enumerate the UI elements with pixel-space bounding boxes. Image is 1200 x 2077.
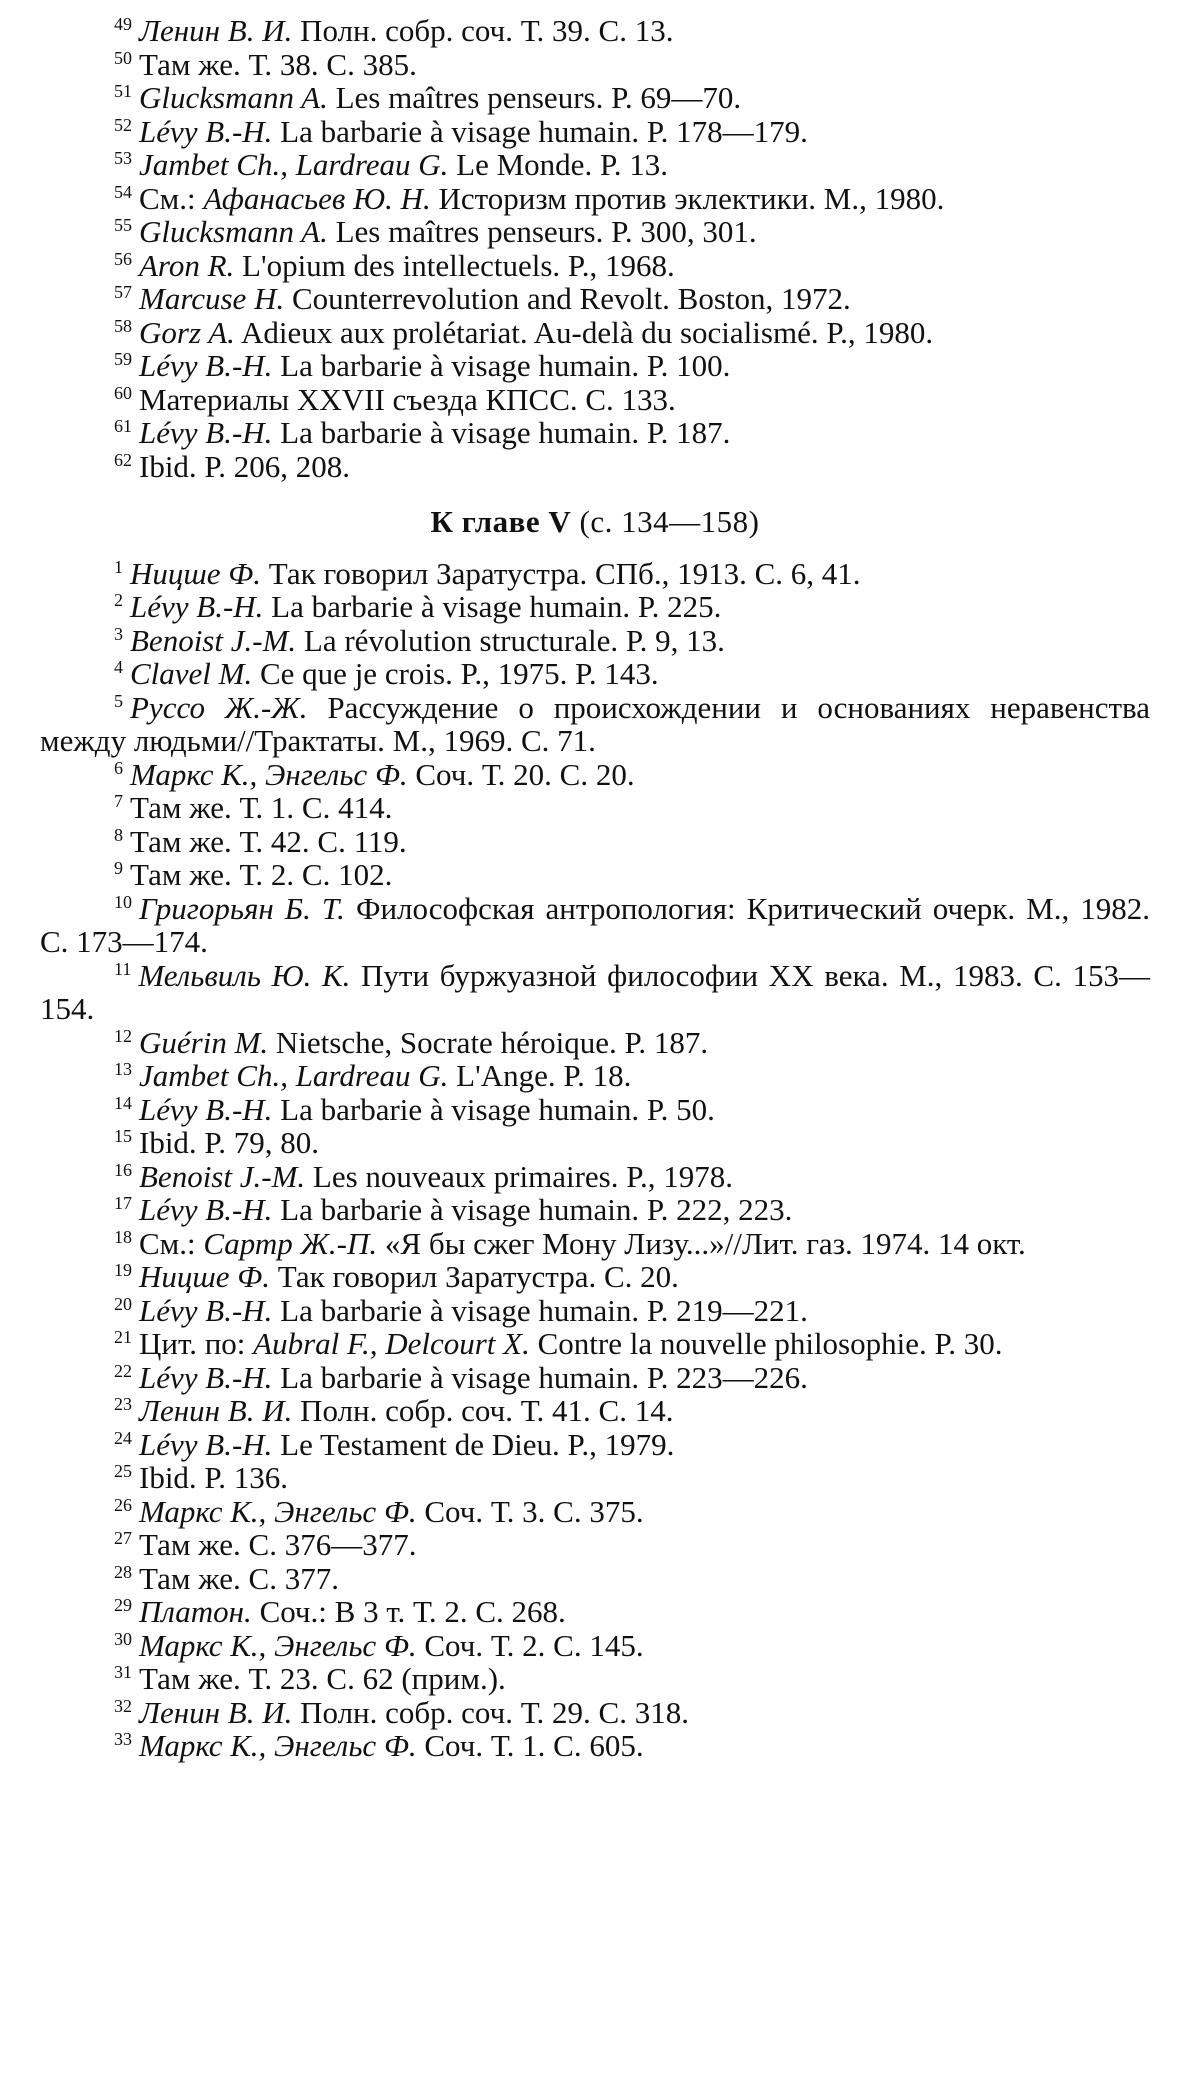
endnote-text: Материалы XXVII съезда КПСС. С. 133. — [139, 381, 676, 417]
endnote — [40, 1729, 1150, 1763]
endnote-text: Les nouveaux primaires. P., 1978. — [305, 1158, 734, 1194]
endnote-text: Ibid. P. 79, 80. — [139, 1125, 319, 1160]
endnote — [40, 657, 1150, 691]
endnote-author: Benoist J.-M. — [130, 622, 297, 658]
endnote-author: Lévy B.-H. — [139, 113, 273, 149]
endnote-text: La révolution structurale. P. 9, 13. — [296, 622, 725, 658]
endnote-number: 12 — [114, 1025, 132, 1046]
endnote-number: 6 — [114, 757, 123, 778]
endnote — [40, 691, 1150, 758]
endnote-number: 2 — [114, 590, 123, 610]
endnote-text: «Я бы сжег Мону Лизу...»//Лит. газ. 1974. 14 окт. — [377, 1225, 1026, 1261]
endnote-author: Guérin M. — [139, 1024, 269, 1060]
endnote-text: Философская антропология: Критический очерк. М., 1982. С. 173—174. — [40, 890, 1150, 959]
endnote — [40, 1160, 1150, 1194]
chapter-heading — [40, 505, 1150, 539]
endnote — [40, 14, 1150, 48]
endnote — [40, 1126, 1150, 1160]
endnote-author: Сартр Ж.-П. — [203, 1225, 378, 1261]
endnote-author: Маркс К., Энгельс Ф. — [139, 1493, 417, 1529]
endnote-text: Там же. Т. 1. С. 414. — [130, 790, 393, 825]
endnote-text: Там же. Т. 42. С. 119. — [130, 823, 407, 859]
endnote — [40, 1059, 1150, 1093]
endnote-number: 32 — [114, 1695, 132, 1716]
endnote-number: 11 — [114, 958, 132, 979]
endnote-number: 54 — [114, 181, 132, 202]
endnote-author: Jambet Ch., Lardreau G. — [139, 1058, 449, 1093]
endnote-text: Пути буржуазной философии XX века. М., 1983. С. 153—154. — [40, 957, 1150, 1026]
endnote — [40, 892, 1150, 959]
endnote-number: 7 — [114, 791, 123, 811]
endnote — [40, 858, 1150, 892]
endnote-author: Ленин В. И. — [139, 1393, 293, 1428]
endnote-number: 4 — [114, 657, 123, 677]
endnote-prefix: См.: — [139, 1225, 204, 1261]
endnote-text: Ibid. P. 136. — [139, 1460, 288, 1495]
endnote — [40, 349, 1150, 383]
endnote-number: 9 — [114, 858, 123, 878]
endnote — [40, 590, 1150, 624]
endnote-author: Benoist J.-M. — [139, 1158, 306, 1194]
chapter-heading-pages: (с. 134—158) — [571, 504, 760, 539]
endnote-text: Соч. Т. 1. С. 605. — [416, 1728, 644, 1763]
endnote-author: Lévy B.-H. — [139, 415, 273, 450]
endnote — [40, 624, 1150, 658]
endnote-text: Так говорил Заратустра. СПб., 1913. С. 6, 41. — [260, 555, 861, 591]
endnote-number: 59 — [114, 349, 132, 369]
endnote-text: Les maîtres penseurs. P. 300, 301. — [327, 214, 757, 249]
endnote-author: Григорьян Б. Т. — [139, 890, 345, 926]
endnote-text: Там же. Т. 2. С. 102. — [130, 857, 393, 892]
endnote-text: Соч. Т. 3. С. 375. — [416, 1493, 644, 1529]
endnote-author: Ницше Ф. — [139, 1259, 270, 1294]
endnote-number: 15 — [114, 1126, 132, 1146]
endnote — [40, 416, 1150, 450]
endnote-number: 61 — [114, 416, 132, 436]
endnote — [40, 249, 1150, 283]
endnote — [40, 1562, 1150, 1596]
endnote — [40, 115, 1150, 149]
endnote-prefix: Цит. по: — [139, 1326, 254, 1361]
endnote-text: La barbarie à visage humain. P. 178—179. — [272, 113, 808, 149]
endnote-text: Le Monde. P. 13. — [448, 147, 668, 182]
endnote-number: 27 — [114, 1528, 132, 1548]
endnote-text: La barbarie à visage humain. P. 225. — [263, 589, 722, 624]
endnote-number: 10 — [114, 891, 132, 912]
chapter-heading-label: К главе V — [430, 504, 572, 539]
endnote-text: Полн. собр. соч. Т. 39. С. 13. — [292, 13, 674, 48]
endnote-text: Историзм против эклектики. М., 1980. — [430, 180, 945, 216]
endnote-text: Там же. С. 377. — [139, 1560, 339, 1596]
endnotes-previous-chapter — [40, 14, 1150, 483]
endnote-number: 13 — [114, 1059, 132, 1079]
endnote-text: Там же. С. 376—377. — [139, 1527, 417, 1562]
endnote-text: Рассуждение о происхождении и основаниях неравенства между людьми//Трактаты. М., 1969. С. 71. — [40, 689, 1151, 758]
endnote — [40, 282, 1150, 316]
endnote-author: Lévy B.-H. — [139, 1426, 273, 1462]
endnote-text: La barbarie à visage humain. P. 222, 223. — [272, 1192, 793, 1227]
endnote-number: 49 — [114, 14, 132, 34]
endnote-number: 56 — [114, 248, 132, 269]
endnote-text: La barbarie à visage humain. P. 187. — [272, 415, 731, 450]
endnote-author: Jambet Ch., Lardreau G. — [139, 147, 449, 182]
endnote — [40, 1662, 1150, 1696]
endnote-number: 1 — [114, 556, 123, 577]
endnote — [40, 450, 1150, 484]
endnote-text: Ce que je crois. P., 1975. P. 143. — [252, 656, 659, 691]
endnote — [40, 316, 1150, 350]
endnote — [40, 1461, 1150, 1495]
endnote — [40, 1294, 1150, 1328]
endnote — [40, 1026, 1150, 1060]
endnote-number: 23 — [114, 1394, 132, 1414]
endnote-number: 18 — [114, 1226, 132, 1247]
endnote-author: Glucksmann A. — [139, 80, 328, 115]
endnote-text: L'Ange. P. 18. — [448, 1058, 632, 1093]
endnote-text: La barbarie à visage humain. P. 50. — [272, 1091, 715, 1127]
endnote-number: 8 — [114, 824, 123, 845]
endnote-text: Nietsche, Socrate héroique. P. 187. — [268, 1024, 709, 1060]
endnote — [40, 791, 1150, 825]
endnote-author: Lévy B.-H. — [139, 1091, 273, 1127]
endnote-number: 57 — [114, 282, 132, 302]
endnote-number: 33 — [114, 1729, 132, 1749]
endnote-number: 16 — [114, 1159, 132, 1180]
endnote-author: Маркс К., Энгельс Ф. — [130, 756, 408, 792]
endnote-author: Платон. — [139, 1594, 252, 1629]
endnote-text: Les maîtres penseurs. P. 69—70. — [327, 80, 742, 115]
endnote-text: Полн. собр. соч. Т. 29. С. 318. — [292, 1694, 689, 1730]
endnotes — [40, 14, 1150, 1763]
endnote-number: 26 — [114, 1494, 132, 1515]
endnote-text: Соч.: В 3 т. Т. 2. С. 268. — [251, 1594, 566, 1629]
endnote-text: Le Testament de Dieu. P., 1979. — [272, 1426, 675, 1462]
endnote-author: Aron R. — [139, 247, 235, 283]
endnote-number: 24 — [114, 1427, 132, 1448]
endnote-author: Glucksmann A. — [139, 214, 328, 249]
endnote-text: La barbarie à visage humain. P. 100. — [272, 348, 731, 383]
endnote — [40, 1528, 1150, 1562]
endnote — [40, 182, 1150, 216]
endnote-text: Полн. собр. соч. Т. 41. С. 14. — [292, 1393, 674, 1428]
endnote-number: 50 — [114, 47, 132, 68]
endnote — [40, 557, 1150, 591]
endnote-number: 5 — [114, 690, 123, 711]
endnote-number: 14 — [114, 1092, 132, 1113]
endnote-number: 30 — [114, 1628, 132, 1649]
endnote — [40, 758, 1150, 792]
endnote — [40, 1361, 1150, 1395]
endnote-number: 55 — [114, 215, 132, 235]
endnote-text: Так говорил Заратустра. С. 20. — [269, 1259, 679, 1294]
endnote-text: Counterrevolution and Revolt. Boston, 1972. — [284, 281, 851, 316]
endnote-text: Ibid. P. 206, 208. — [139, 448, 350, 484]
endnote-number: 20 — [114, 1293, 132, 1314]
endnote-number: 25 — [114, 1461, 132, 1481]
endnote-author: Lévy B.-H. — [139, 1359, 273, 1395]
endnote — [40, 825, 1150, 859]
endnote-text: Contre la nouvelle philosophie. P. 30. — [529, 1326, 1003, 1361]
endnote-text: Соч. Т. 20. С. 20. — [407, 756, 635, 792]
endnote-text: Adieux aux prolétariat. Au-delà du socialismé. P., 1980. — [234, 314, 934, 350]
endnote — [40, 1193, 1150, 1227]
endnote-number: 3 — [114, 623, 123, 644]
endnote-number: 29 — [114, 1595, 132, 1615]
endnote — [40, 1327, 1150, 1361]
endnote-text: Там же. Т. 23. С. 62 (прим.). — [139, 1661, 506, 1696]
endnote-number: 19 — [114, 1260, 132, 1280]
endnote — [40, 1227, 1150, 1261]
endnote — [40, 215, 1150, 249]
endnote-author: Маркс К., Энгельс Ф. — [139, 1728, 417, 1763]
endnote-text: La barbarie à visage humain. P. 223—226. — [272, 1359, 808, 1395]
endnote-author: Clavel M. — [130, 656, 253, 691]
endnote-number: 58 — [114, 315, 132, 336]
endnote-number: 21 — [114, 1327, 132, 1347]
endnote — [40, 81, 1150, 115]
endnote-text: Там же. Т. 38. С. 385. — [139, 46, 417, 82]
endnote-number: 17 — [114, 1193, 132, 1213]
endnote-author: Lévy B.-H. — [139, 1292, 273, 1328]
endnote — [40, 148, 1150, 182]
endnote — [40, 383, 1150, 417]
endnote-number: 51 — [114, 81, 132, 101]
endnote-author: Мельвиль Ю. К. — [138, 957, 351, 993]
endnote — [40, 1428, 1150, 1462]
endnotes-chapter-v — [40, 557, 1150, 1763]
endnote-number: 22 — [114, 1360, 132, 1381]
endnote-author: Ленин В. И. — [139, 13, 293, 48]
endnote-author: Lévy B.-H. — [139, 1192, 273, 1227]
endnote — [40, 1093, 1150, 1127]
endnote-author: Marcuse H. — [139, 281, 285, 316]
endnote — [40, 48, 1150, 82]
endnote-author: Lévy B.-H. — [139, 348, 273, 383]
endnote-author: Руссо Ж.-Ж. — [130, 689, 308, 725]
endnote-author: Маркс К., Энгельс Ф. — [139, 1627, 417, 1663]
endnote — [40, 959, 1150, 1026]
endnote — [40, 1629, 1150, 1663]
endnote-author: Афанасьев Ю. Н. — [203, 180, 431, 216]
endnote-text: Соч. Т. 2. С. 145. — [416, 1627, 644, 1663]
endnote-author: Aubral F., Delcourt X. — [253, 1326, 530, 1361]
endnote-number: 52 — [114, 114, 132, 135]
endnote-text: La barbarie à visage humain. P. 219—221. — [272, 1292, 808, 1328]
endnote-text: L'opium des intellectuels. P., 1968. — [234, 247, 675, 283]
endnote-author: Ленин В. И. — [139, 1694, 293, 1730]
endnote — [40, 1595, 1150, 1629]
endnote — [40, 1394, 1150, 1428]
endnote-author: Gorz A. — [139, 314, 235, 350]
endnote-author: Ницше Ф. — [130, 555, 261, 591]
endnote-number: 53 — [114, 148, 132, 168]
endnote-number: 60 — [114, 382, 132, 403]
endnote — [40, 1495, 1150, 1529]
endnote-prefix: См.: — [139, 180, 204, 216]
endnote — [40, 1260, 1150, 1294]
endnote-author: Lévy B.-H. — [130, 589, 264, 624]
endnote-number: 31 — [114, 1662, 132, 1682]
endnote-number: 62 — [114, 449, 132, 470]
endnote-number: 28 — [114, 1561, 132, 1582]
endnote — [40, 1696, 1150, 1730]
